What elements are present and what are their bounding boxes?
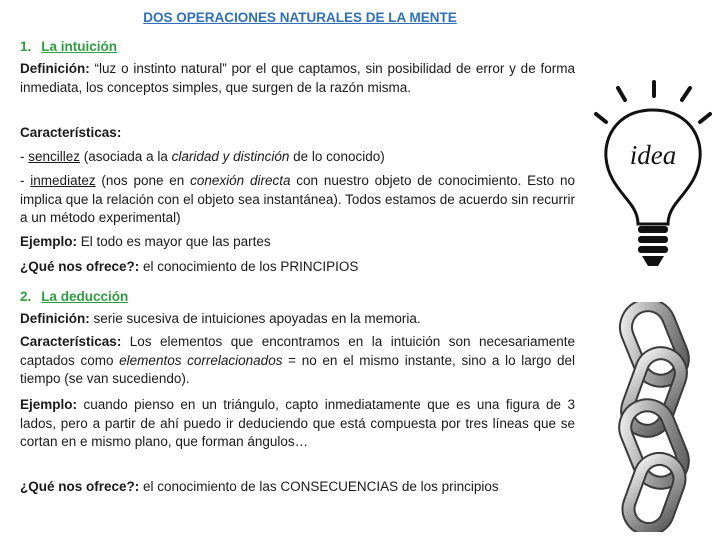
bullet-text: con nuestro objeto de conocimiento. Esto no implica que la relación con el objeto sea instantánea). Todos estamos de acuerdo sin recurrir a un método experimental) (20, 173, 575, 225)
section-2-characteristics (20, 333, 575, 389)
bullet-term: inmediatez (30, 173, 96, 188)
offer-text: el conocimiento de los PRINCIPIOS (139, 259, 359, 274)
example-label: Ejemplo: (20, 234, 78, 249)
bullet-emphasis: conexión directa (190, 173, 291, 188)
section-1-bullet-2 (20, 172, 575, 228)
example-text: El todo es mayor que las partes (77, 234, 271, 249)
bullet-text: (asociada a la (80, 149, 172, 164)
section-2-offer (20, 478, 575, 497)
offer-text: el conocimiento de las CONSECUENCIAS de los principios (139, 479, 499, 494)
page-title: DOS OPERACIONES NATURALES DE LA MENTE (143, 10, 457, 25)
idea-bulb-icon (592, 80, 714, 275)
example-label: Ejemplo: (20, 397, 78, 412)
section-1-offer (20, 258, 575, 277)
definition-text: serie sucesiva de intuiciones apoyadas en la memoria. (89, 311, 421, 326)
example-text: cuando pienso en un triángulo, capto inmediatamente que es una figura de 3 lados, pero a partir de ahí puedo ir deduciendo que está compuesta por tres líneas que se cortan en e mismo plano, que forman ángulos… (20, 397, 575, 449)
section-1-title: La intuición (41, 39, 118, 54)
section-2-definition (20, 310, 575, 329)
section-2-heading (20, 288, 575, 307)
section-1-characteristics-label (20, 124, 575, 143)
section-1-bullet-1 (20, 148, 575, 167)
bullet-dash: - (20, 173, 31, 188)
section-1-heading (20, 38, 575, 57)
bullet-dash: - (20, 149, 29, 164)
section-1-definition (20, 60, 575, 97)
offer-label: ¿Qué nos ofrece?: (20, 479, 140, 494)
definition-label: Definición: (20, 61, 90, 76)
bullet-emphasis: claridad y distinción (171, 149, 290, 164)
characteristics-emphasis: elementos correlacionados (119, 352, 283, 368)
section-1-example (20, 233, 575, 252)
characteristics-label: Características: (20, 125, 122, 140)
section-2-example (20, 396, 575, 452)
section-2-title: La deducción (41, 289, 129, 304)
section-2-number: 2. (20, 289, 32, 304)
definition-text: “luz o instinto natural” por el que captamos, sin posibilidad de error y de forma inmediata, los conceptos simples, que surgen de la razón misma. (20, 61, 575, 95)
chain-icon (600, 302, 708, 532)
bullet-text: (nos pone en (95, 173, 191, 188)
characteristics-text: = no en el mismo instante, sino a lo largo del tiempo (se van sucediendo). (20, 352, 575, 386)
bullet-term: sencillez (28, 149, 81, 164)
offer-label: ¿Qué nos ofrece?: (20, 259, 140, 274)
definition-label: Definición: (20, 311, 90, 326)
bulb-word: idea (629, 140, 677, 170)
characteristics-label: Características: (20, 334, 122, 349)
characteristics-text: Los elementos que encontramos en la intuición son necesariamente captados como (20, 334, 575, 368)
section-1-number: 1. (20, 39, 32, 54)
bullet-text: de lo conocido) (289, 149, 385, 164)
